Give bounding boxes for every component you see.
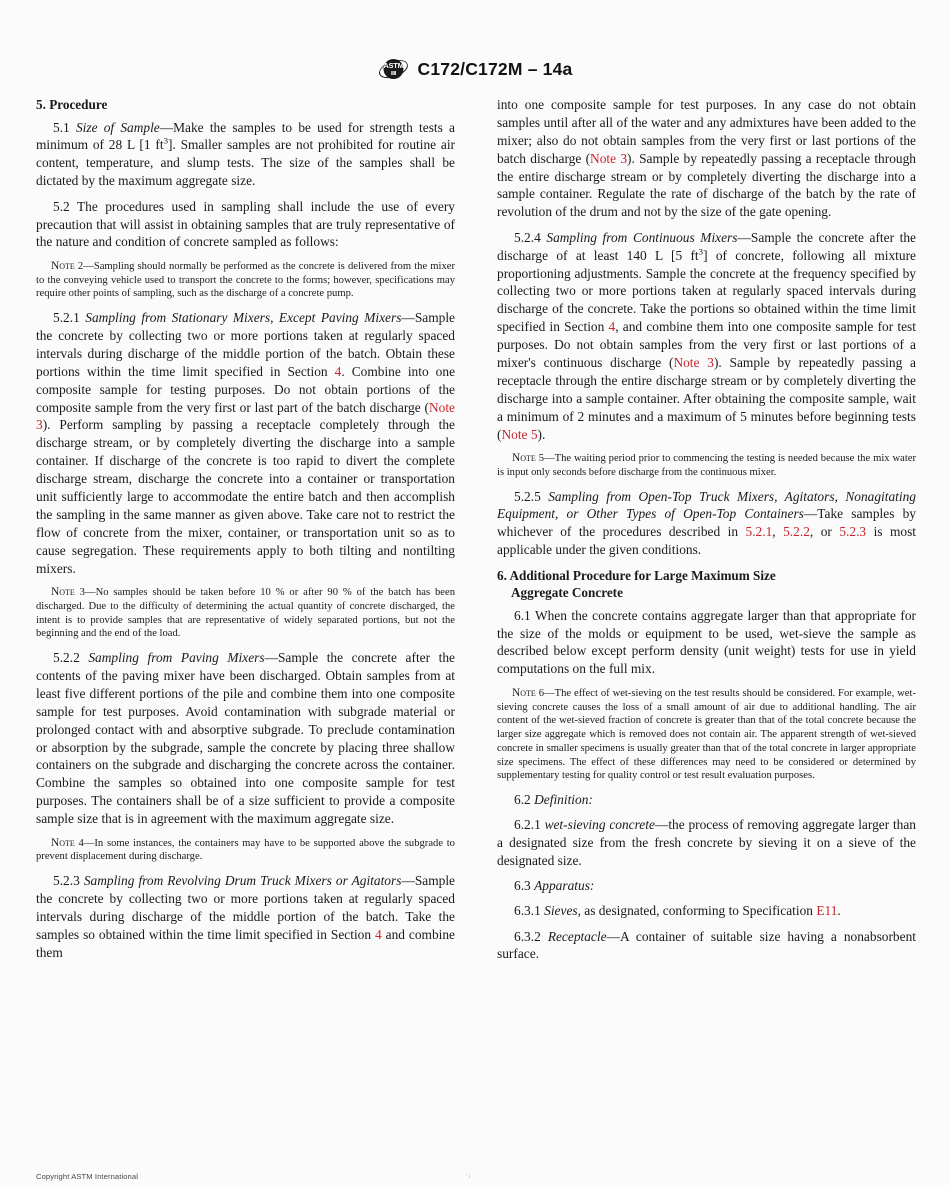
clause-text-a: —Make the samples to be used for strength tests a minimum of 28 L [1 ft (36, 119, 455, 153)
paragraph-6-1: 6.1 When the concrete contains aggregate larger than that appropriate for the size of the molds or equipment to be used, wet-sieve the sample as described below except perform density (unit weight) tests for use in yield computations on the full mix. (497, 607, 916, 677)
body-columns (36, 96, 916, 971)
clause-text-c: , and combine them into one composite sample for test purposes. Do not obtain samples from the very first or last portions of a mixer's continuous discharge ( (497, 319, 916, 370)
clause-text-d: ). Sample by repeatedly passing a receptacle through the entire discharge stream or by completely diverting the discharge into a sample container. After obtaining the composite sample, wait a minimum of 2 minutes and a maximum of 5 minutes before beginning tests ( (497, 354, 916, 442)
clause-number: 5.2.2 (53, 650, 80, 666)
left-column (36, 96, 455, 971)
clause-text: —A container of suitable size having a nonabsorbent surface. (497, 928, 916, 962)
svg-text:ASTM: ASTM (382, 61, 404, 70)
clause-number: 5.2.3 (53, 873, 80, 889)
cross-reference-5-2-2[interactable]: 5.2.2 (783, 524, 810, 540)
clause-text: —Sample the concrete after the contents of the paving mixer have been discharged. Obtain samples from at least five different portions of the pile and combine them into one composite sample for test purposes. Avoid contamination with subgrade material or prolonged contact with and absorptive subgrade. To preclude contamination or absorption by the subgrade, sample the concrete by placing three shallow containers on the subgrade and discharging the concrete across the container. Combine the samples so obtained into one composite sample for test purposes. The containers shall be of a size sufficient to provide a composite sample size that is in agreement with the maximum aggregate size. (36, 650, 455, 827)
paragraph-6-2-1 (497, 816, 916, 870)
astm-logo-icon (378, 56, 409, 82)
note-4 (36, 836, 455, 865)
note-5 (497, 451, 916, 480)
separator: , or (809, 524, 840, 540)
clause-text-b: ]. Smaller samples are not prohibited for routine air content, temperature, and slump tests. The size of the samples shall be dictated by the maximum aggregate size. (36, 137, 455, 189)
cross-reference-5-2-1[interactable]: 5.2.1 (745, 524, 773, 540)
note-label: Note (512, 686, 536, 699)
clause-text-a: —Sample the concrete by collecting two or more portions taken at regularly spaced intervals during discharge of the middle portion of the batch. Obtain these portions within the time limit specified in Section (36, 310, 455, 379)
note-3 (36, 585, 455, 641)
note-number: 3— (74, 587, 96, 598)
note-text: Sampling should normally be performed as the concrete is delivered from the mixer to the conveying vehicle used to transport the concrete to the forms; however, specifications may require other points of sampling, such as the discharge of a concrete pump. (36, 260, 455, 300)
paragraph-5-1 (36, 119, 455, 191)
clause-title: Sampling from Revolving Drum Truck Mixers or Agitators (83, 873, 402, 889)
cross-reference-note-5[interactable]: Note 5 (501, 426, 538, 442)
note-label: Note (51, 836, 75, 849)
clause-title: Sampling from Paving Mixers (88, 650, 265, 666)
note-number: 2— (74, 260, 94, 272)
note-number: 6— (535, 687, 555, 699)
footer-page-mark: ' ı (466, 1174, 471, 1180)
note-label: Note (512, 451, 536, 464)
clause-text-b: . (837, 903, 841, 919)
paragraph-5-2-4 (497, 229, 916, 444)
clause-number: 6.3.1 (514, 903, 541, 919)
note-6 (497, 686, 916, 783)
cross-reference-section-4[interactable]: 4 (375, 926, 382, 942)
note-label: Note (51, 586, 75, 598)
clause-number: 5.1 (53, 119, 70, 135)
clause-text-a: —Sample the concrete after the discharge of at least 140 L [5 ft (497, 229, 916, 263)
clause-number: 5.2.4 (514, 229, 541, 245)
clause-title: wet-sieving concrete (544, 817, 655, 833)
section-6-heading-line-1: 6. Additional Procedure for Large Maximum Size (497, 567, 776, 583)
clause-number: 6.3.2 (514, 928, 541, 944)
note-label: Note (51, 259, 75, 272)
clause-text-a: into one composite sample for test purposes. In any case do not obtain samples until after all of the water and any admixtures have been added to the mixer; also do not obtain samples from the very first or last portions of the batch discharge ( (497, 97, 916, 166)
note-text: The waiting period prior to commencing the testing is needed because the mix water is input only seconds before discharge from the continuous mixer. (497, 452, 917, 478)
cross-reference-note-3[interactable]: Note 3 (673, 354, 714, 370)
page-header (0, 56, 950, 82)
right-column (497, 96, 916, 971)
clause-text-a: as designated, conforming to Specification (580, 903, 817, 919)
clause-title: Sampling from Stationary Mixers, Except Paving Mixers (85, 310, 402, 326)
note-text: The effect of wet-sieving on the test results should be considered. For example, wet-sieving concrete causes the loss of a small amount of air due to additional handling. The air content of the wet-sieved fraction of concrete is greater than that of the total concrete because the larger size aggregate which is removed does not contain air. The apparent strength of wet-sieved concrete in smaller specimens is usually greater than that of the total concrete in larger appropriate size specimens. The effect of these differences may need to be considered or determined by supplementary testing for quality control or test result evaluation purposes. (497, 687, 916, 782)
cross-reference-note-3[interactable]: Note 3 (36, 399, 455, 433)
separator: , (772, 524, 784, 540)
clause-title: Size of Sample (75, 119, 160, 135)
paragraph-6-2 (497, 791, 916, 809)
clause-text-c: ). Perform sampling by passing a receptacle completely through the discharge stream, or by completely diverting the discharge into a sample container. If discharge of the concrete is too rapid to divert the complete discharge stream, discharge the concrete into a container or transportation unit sufficiently large to accommodate the entire batch and then accomplish the sampling in the same manner as given above. Take care not to restrict the flow of concrete from the mixer, container, or transportation unit so as to cause segregation. These requirements apply to both tilting and nontilting mixers. (36, 417, 455, 576)
clause-text-e: ). (537, 426, 546, 442)
section-6-heading (497, 567, 916, 602)
clause-text-b: is most applicable under the given conditions. (497, 524, 917, 558)
clause-text-b: ). Sample by repeatedly passing a receptacle through the entire discharge stream or by completely diverting the discharge into a sample container. Regulate the rate of discharge of the batch by the rate of revolution of the drum and not by the size of the gate opening. (497, 150, 916, 220)
paragraph-6-3-1 (497, 902, 916, 920)
superscript-exponent: 3 (163, 135, 168, 146)
clause-number: 6.2 (514, 792, 531, 808)
paragraph-5-2-5 (497, 488, 916, 560)
cross-reference-specification-e11[interactable]: E11 (816, 903, 838, 919)
clause-number: 6.2.1 (514, 817, 541, 833)
cross-reference-note-3[interactable]: Note 3 (590, 150, 628, 166)
clause-text-b: . Combine into one composite sample for testing purposes. Do not obtain portions of the composite sample from the very first or last part of the batch discharge ( (36, 363, 456, 415)
paragraph-5-2: 5.2 The procedures used in sampling shall include the use of every precaution that will assist in obtaining samples that are truly representative of the nature and condition of concrete sampled as follows: (36, 198, 455, 250)
note-2 (36, 259, 455, 301)
standard-designation: C172/C172M – 14a (417, 58, 573, 79)
cross-reference-section-4[interactable]: 4 (608, 319, 616, 335)
note-text: In some instances, the containers may have to be supported above the subgrade to prevent displacement during discharge. (36, 837, 455, 863)
section-6-heading-line-2: Aggregate Concrete (511, 585, 623, 601)
note-number: 4— (74, 837, 95, 849)
clause-title: Sieves, (544, 903, 581, 919)
cross-reference-5-2-3[interactable]: 5.2.3 (839, 524, 867, 540)
clause-text-a: —Sample the concrete by collecting two or more portions taken at regularly spaced intervals during discharge of the middle portion of the batch. Take the samples so obtained within the time limit specified in Section (36, 873, 455, 942)
clause-title: Receptacle (547, 928, 607, 944)
clause-title: Apparatus: (534, 878, 595, 894)
clause-number: 5.2.1 (53, 310, 80, 326)
clause-text-b: ] of concrete, following all mixture proportioning adjustments. Sample the concrete at the frequency specified by collecting two or more portions taken at regularly spaced intervals during discharge of the concrete. Take the portions so obtained within the time limit specified in Section (497, 247, 916, 335)
clause-title: Sampling from Open-Top Truck Mixers, Agitators, Nonagitating Equipment, or Other Types of Open-Top Containers (497, 488, 916, 522)
clause-text-a: —Take samples by whichever of the procedures described in (497, 506, 916, 540)
paragraph-5-2-2 (36, 649, 455, 828)
note-number: 5— (535, 452, 555, 464)
paragraph-5-2-3 (36, 872, 455, 961)
copyright-footer: Copyright ASTM International (36, 1172, 138, 1181)
paragraph-5-2-1 (36, 309, 455, 577)
section-5-heading: 5. Procedure (36, 97, 108, 112)
clause-title: Sampling from Continuous Mixers (546, 229, 738, 245)
clause-text: —the process of removing aggregate larger than a designated size from the fresh concrete by sieving it on a sieve of the designated size. (497, 817, 916, 868)
clause-number: 5.2.5 (514, 488, 541, 504)
paragraph-6-3-2 (497, 928, 916, 964)
paragraph-5-2-3-continued (497, 96, 916, 221)
paragraph-6-3 (497, 877, 916, 895)
cross-reference-section-4[interactable]: 4 (334, 363, 342, 379)
note-text: No samples should be taken before 10 % or after 90 % of the batch has been discharged. Due to the difficulty of determining the actual quantity of concrete discharged, the intent is to provide samples that are representative of widely separated portions, but not the beginning and the end of the load. (36, 587, 455, 640)
clause-number: 6.3 (514, 878, 531, 894)
superscript-exponent: 3 (698, 246, 704, 257)
svg-text:IIII: IIII (390, 71, 396, 77)
clause-title: Definition: (534, 792, 593, 808)
clause-text-b: and combine them (36, 926, 455, 960)
